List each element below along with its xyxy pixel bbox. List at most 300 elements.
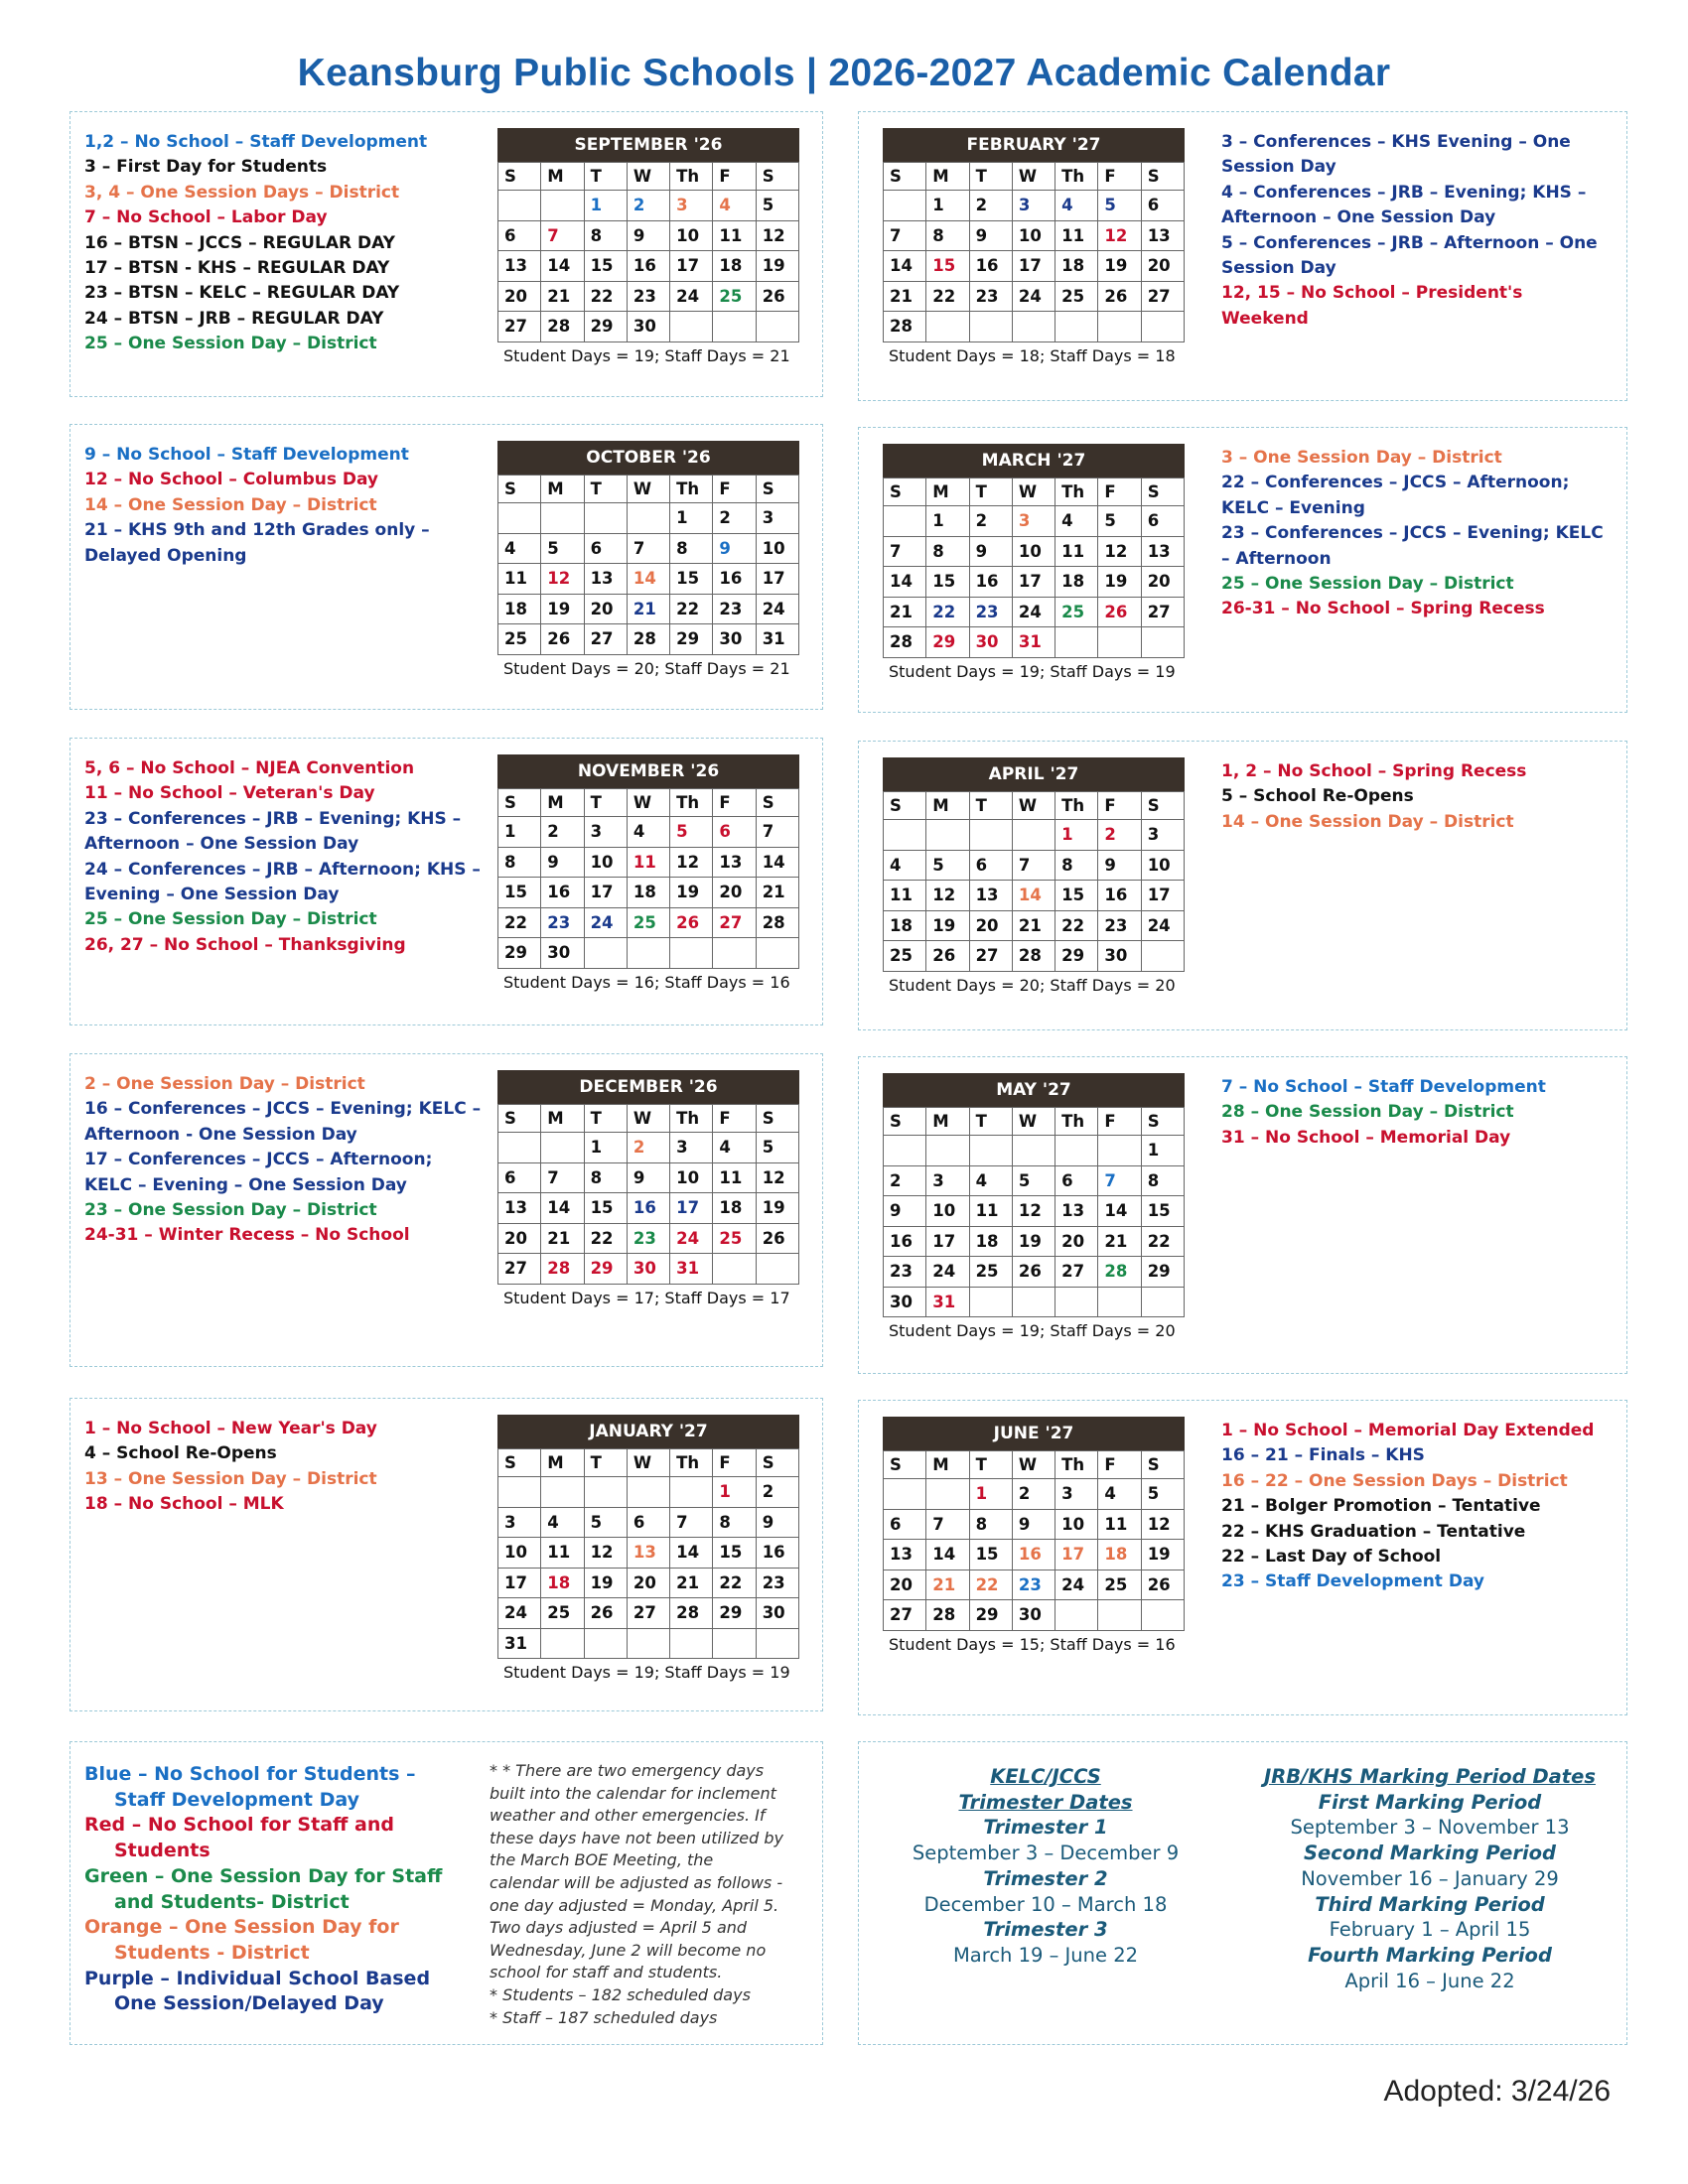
note-line: 16 – BTSN – JCCS – REGULAR DAY [84, 232, 395, 253]
day-cell: 17 [670, 251, 713, 282]
day-cell: 28 [541, 312, 584, 342]
day-cell: 15 [670, 564, 713, 595]
day-cell: 30 [627, 1254, 669, 1285]
day-cell: 1 [498, 817, 541, 848]
day-cell: 28 [627, 624, 669, 655]
weekday-header-row [498, 1105, 799, 1133]
day-cell [627, 1628, 669, 1659]
month-panel-may [858, 1056, 1627, 1374]
day-cell: 6 [1141, 191, 1184, 221]
day-cell: 4 [541, 1507, 584, 1538]
day-cell: 15 [926, 567, 969, 598]
day-cell: 17 [756, 564, 798, 595]
note-line: 11 – No School – Veteran's Day [84, 783, 375, 804]
day-cell: 22 [584, 281, 627, 312]
legend-line: Green – One Session Day for Staff [84, 1864, 443, 1887]
day-cell [713, 312, 756, 342]
day-cell: 28 [756, 907, 798, 938]
day-cell [670, 312, 713, 342]
week-row [498, 624, 799, 655]
day-cell: 24 [670, 1223, 713, 1254]
day-cell: 18 [884, 910, 926, 941]
day-cell: 31 [498, 1628, 541, 1659]
day-cell: 30 [627, 312, 669, 342]
day-cell: 20 [498, 281, 541, 312]
day-cell: 23 [627, 1223, 669, 1254]
legend-line: and Students- District [114, 1890, 350, 1913]
day-cell: 19 [1141, 1540, 1184, 1570]
emergency-note-line: * Staff – 187 scheduled days [490, 2007, 718, 2027]
week-row [498, 1254, 799, 1285]
weekday-header: S [756, 1449, 798, 1477]
weekday-header: W [1012, 792, 1055, 820]
month-title: DECEMBER '26 [497, 1070, 799, 1104]
legend-line: Blue – No School for Students – [84, 1763, 416, 1785]
day-cell: 12 [541, 564, 584, 595]
day-cell [884, 506, 926, 537]
day-cell: 2 [627, 1133, 669, 1163]
note-line: 25 – One Session Day – District [84, 909, 377, 930]
day-cell: 17 [1012, 567, 1055, 598]
day-cell: 15 [498, 878, 541, 908]
day-cell: 14 [541, 251, 584, 282]
calendar-grid [883, 1450, 1185, 1631]
day-cell: 24 [584, 907, 627, 938]
weekday-header: W [627, 1449, 669, 1477]
weekday-header-row [498, 1449, 799, 1477]
days-count-caption: Student Days = 19; Staff Days = 20 [889, 1321, 1176, 1340]
note-line: 31 – No School – Memorial Day [1221, 1127, 1511, 1148]
week-row [498, 312, 799, 342]
week-row [498, 1223, 799, 1254]
day-cell: 12 [584, 1538, 627, 1569]
month-title: SEPTEMBER '26 [497, 128, 799, 162]
day-cell: 15 [584, 1193, 627, 1224]
trimester-dates: December 10 – March 18 [923, 1892, 1168, 1916]
day-cell: 5 [1098, 506, 1141, 537]
day-cell: 21 [541, 1223, 584, 1254]
week-row [884, 1257, 1185, 1288]
emergency-note-line: Two days adjusted = April 5 and [490, 1918, 748, 1938]
weekday-header: W [1012, 1451, 1055, 1479]
weekday-header: F [1098, 163, 1141, 191]
day-cell [627, 1477, 669, 1508]
weekday-header: F [1098, 1108, 1141, 1136]
day-cell [541, 191, 584, 221]
day-cell: 22 [926, 597, 969, 627]
trimester-dates-heading: Trimester Dates [958, 1790, 1133, 1814]
weekday-header-row [498, 476, 799, 503]
marking-period-dates: November 16 – January 29 [1301, 1866, 1559, 1890]
day-cell [756, 1254, 798, 1285]
week-row [884, 1165, 1185, 1196]
day-cell: 14 [884, 567, 926, 598]
legend-line: Orange – One Session Day for [84, 1916, 399, 1939]
weekday-header: Th [670, 1105, 713, 1133]
weekday-header: W [1012, 1108, 1055, 1136]
month-notes [84, 756, 482, 958]
month-calendar [883, 1417, 1185, 1654]
month-panel-june [858, 1400, 1627, 1715]
day-cell: 13 [1141, 536, 1184, 567]
day-cell [627, 938, 669, 969]
note-line: 14 – One Session Day – District [84, 494, 377, 515]
day-cell: 26 [1098, 281, 1141, 312]
day-cell: 21 [670, 1568, 713, 1598]
week-row [884, 820, 1185, 851]
day-cell [969, 312, 1012, 342]
day-cell: 13 [1055, 1196, 1098, 1227]
day-cell: 7 [670, 1507, 713, 1538]
day-cell [884, 1479, 926, 1510]
day-cell: 10 [584, 847, 627, 878]
day-cell: 16 [627, 1193, 669, 1224]
day-cell: 10 [670, 220, 713, 251]
weekday-header: Th [1055, 792, 1098, 820]
day-cell [1141, 312, 1184, 342]
day-cell: 26 [1012, 1257, 1055, 1288]
day-cell: 24 [756, 594, 798, 624]
kelc-jccs-trimesters [877, 1764, 1214, 1969]
day-cell: 8 [969, 1509, 1012, 1540]
day-cell: 3 [584, 817, 627, 848]
day-cell: 10 [670, 1162, 713, 1193]
day-cell [969, 1136, 1012, 1166]
weekday-header: T [969, 478, 1012, 506]
month-title: JANUARY '27 [497, 1415, 799, 1448]
day-cell: 12 [926, 881, 969, 911]
day-cell: 28 [926, 1600, 969, 1631]
weekday-header: M [926, 163, 969, 191]
weekday-header: S [756, 789, 798, 817]
day-cell: 17 [1141, 881, 1184, 911]
month-notes [1221, 759, 1614, 835]
week-row [884, 1540, 1185, 1570]
day-cell: 8 [584, 220, 627, 251]
week-row [498, 251, 799, 282]
day-cell: 3 [1141, 820, 1184, 851]
day-cell [541, 1628, 584, 1659]
day-cell: 29 [498, 938, 541, 969]
week-row [884, 910, 1185, 941]
month-panel-march [858, 427, 1627, 713]
calendar-grid [883, 791, 1185, 972]
month-notes [84, 1417, 482, 1518]
day-cell: 9 [969, 220, 1012, 251]
weekday-header: T [969, 792, 1012, 820]
day-cell [926, 1479, 969, 1510]
day-cell: 30 [541, 938, 584, 969]
day-cell: 15 [1055, 881, 1098, 911]
day-cell: 10 [1055, 1509, 1098, 1540]
month-calendar [883, 1073, 1185, 1340]
day-cell: 4 [1098, 1479, 1141, 1510]
week-row [884, 567, 1185, 598]
day-cell: 8 [584, 1162, 627, 1193]
day-cell: 9 [1012, 1509, 1055, 1540]
day-cell: 1 [969, 1479, 1012, 1510]
day-cell: 21 [1098, 1226, 1141, 1257]
day-cell: 15 [713, 1538, 756, 1569]
day-cell [498, 1133, 541, 1163]
week-row [498, 281, 799, 312]
day-cell: 20 [884, 1570, 926, 1600]
trimester-dates: September 3 – December 9 [912, 1842, 1180, 1865]
day-cell: 6 [1055, 1165, 1098, 1196]
day-cell: 16 [969, 567, 1012, 598]
calendar-grid [497, 788, 799, 969]
day-cell: 22 [670, 594, 713, 624]
day-cell: 6 [498, 1162, 541, 1193]
day-cell [584, 1477, 627, 1508]
day-cell: 8 [926, 220, 969, 251]
day-cell: 3 [670, 191, 713, 221]
days-count-caption: Student Days = 18; Staff Days = 18 [889, 345, 1176, 365]
day-cell: 18 [627, 878, 669, 908]
marking-period-heading: JRB/KHS Marking Period Dates [1264, 1765, 1596, 1788]
day-cell: 22 [1055, 910, 1098, 941]
kelc-jccs-heading: KELC/JCCS [990, 1765, 1101, 1788]
day-cell [670, 938, 713, 969]
day-cell: 22 [1141, 1226, 1184, 1257]
day-cell: 14 [884, 251, 926, 282]
month-panel-october [70, 424, 823, 710]
day-cell: 26 [1141, 1570, 1184, 1600]
day-cell: 30 [969, 627, 1012, 658]
note-line: 26-31 – No School – Spring Recess [1221, 599, 1545, 619]
day-cell: 27 [713, 907, 756, 938]
day-cell: 21 [926, 1570, 969, 1600]
week-row [884, 312, 1185, 342]
day-cell: 10 [1141, 850, 1184, 881]
day-cell: 20 [1141, 567, 1184, 598]
weekday-header-row [498, 163, 799, 191]
month-notes [1221, 1075, 1614, 1151]
day-cell: 23 [969, 281, 1012, 312]
marking-period-label: Second Marking Period [1304, 1842, 1556, 1865]
week-row [498, 847, 799, 878]
day-cell: 5 [756, 191, 798, 221]
days-count-caption: Student Days = 17; Staff Days = 17 [503, 1288, 790, 1307]
day-cell: 26 [756, 281, 798, 312]
calendar-grid [883, 478, 1185, 658]
day-cell: 27 [627, 1598, 669, 1629]
day-cell: 30 [1098, 941, 1141, 972]
week-row [884, 251, 1185, 282]
week-row [884, 536, 1185, 567]
day-cell [1141, 1600, 1184, 1631]
day-cell: 2 [1012, 1479, 1055, 1510]
day-cell: 13 [1141, 220, 1184, 251]
note-line: 2 – One Session Day – District [84, 1074, 365, 1094]
day-cell: 10 [1012, 536, 1055, 567]
week-row [884, 191, 1185, 221]
day-cell: 16 [627, 251, 669, 282]
day-cell: 2 [541, 817, 584, 848]
month-panel-september [70, 111, 823, 397]
weekday-header: S [884, 163, 926, 191]
day-cell: 16 [1098, 881, 1141, 911]
week-row [498, 594, 799, 624]
day-cell: 29 [670, 624, 713, 655]
emergency-note-line: built into the calendar for inclement [490, 1783, 776, 1803]
day-cell: 12 [1012, 1196, 1055, 1227]
day-cell: 10 [498, 1538, 541, 1569]
note-line: 4 – School Re-Opens [84, 1443, 277, 1464]
day-cell: 9 [756, 1507, 798, 1538]
week-row [884, 1479, 1185, 1510]
day-cell: 10 [756, 533, 798, 564]
day-cell: 3 [1012, 191, 1055, 221]
day-cell: 6 [498, 220, 541, 251]
day-cell: 4 [1055, 506, 1098, 537]
day-cell: 3 [1012, 506, 1055, 537]
day-cell: 26 [756, 1223, 798, 1254]
note-line: 12, 15 – No School – President's Weekend [1221, 283, 1523, 329]
weekday-header: S [1141, 1108, 1184, 1136]
day-cell: 2 [969, 191, 1012, 221]
day-cell: 7 [1012, 850, 1055, 881]
day-cell: 28 [670, 1598, 713, 1629]
week-row [498, 1507, 799, 1538]
day-cell: 14 [756, 847, 798, 878]
calendar-grid [883, 162, 1185, 342]
day-cell: 26 [670, 907, 713, 938]
day-cell: 29 [926, 627, 969, 658]
day-cell: 28 [884, 627, 926, 658]
emergency-note-line: * Students – 182 scheduled days [490, 1984, 751, 2004]
day-cell: 13 [713, 847, 756, 878]
note-line: 28 – One Session Day – District [1221, 1102, 1514, 1123]
day-cell: 6 [713, 817, 756, 848]
weekday-header: T [584, 163, 627, 191]
weekday-header: F [713, 163, 756, 191]
day-cell: 19 [926, 910, 969, 941]
day-cell: 1 [1055, 820, 1098, 851]
weekday-header: S [498, 476, 541, 503]
marking-period-dates: September 3 – November 13 [1290, 1816, 1570, 1840]
day-cell: 11 [969, 1196, 1012, 1227]
week-row [498, 817, 799, 848]
marking-period-dates: February 1 – April 15 [1329, 1918, 1531, 1942]
day-cell: 25 [627, 907, 669, 938]
day-cell [926, 820, 969, 851]
day-cell [498, 191, 541, 221]
emergency-note-line: these days have not been utilized by [490, 1828, 783, 1847]
weekday-header: Th [670, 163, 713, 191]
week-row [884, 627, 1185, 658]
day-cell: 8 [1055, 850, 1098, 881]
day-cell: 18 [969, 1226, 1012, 1257]
note-line: 16 – Conferences – JCCS – Evening; KELC – Afternoon - One Session Day [84, 1099, 482, 1145]
note-line: 7 – No School – Labor Day [84, 207, 328, 228]
weekday-header: S [498, 1449, 541, 1477]
day-cell: 1 [584, 191, 627, 221]
note-line: 3 – Conferences – KHS Evening – One Session Day [1221, 132, 1571, 178]
day-cell: 29 [713, 1598, 756, 1629]
day-cell: 31 [1012, 627, 1055, 658]
note-line: 26, 27 – No School – Thanksgiving [84, 934, 406, 955]
day-cell: 11 [713, 1162, 756, 1193]
week-row [884, 1570, 1185, 1600]
day-cell: 19 [1098, 567, 1141, 598]
day-cell: 28 [1098, 1257, 1141, 1288]
day-cell: 24 [498, 1598, 541, 1629]
days-count-caption: Student Days = 19; Staff Days = 19 [889, 661, 1176, 681]
day-cell: 22 [498, 907, 541, 938]
weekday-header: S [498, 163, 541, 191]
day-cell: 24 [1055, 1570, 1098, 1600]
day-cell: 3 [756, 503, 798, 534]
month-title: NOVEMBER '26 [497, 754, 799, 788]
day-cell: 31 [756, 624, 798, 655]
day-cell: 9 [713, 533, 756, 564]
marking-periods-panel [858, 1741, 1627, 2045]
day-cell: 28 [541, 1254, 584, 1285]
note-line: 23 – One Session Day – District [84, 1200, 377, 1221]
day-cell [584, 938, 627, 969]
note-line: 5 – Conferences – JRB – Afternoon – One Session Day [1221, 232, 1598, 279]
weekday-header: S [498, 1105, 541, 1133]
day-cell: 11 [1055, 536, 1098, 567]
day-cell: 19 [541, 594, 584, 624]
day-cell [884, 191, 926, 221]
day-cell [1098, 312, 1141, 342]
day-cell [1012, 1136, 1055, 1166]
week-row [884, 506, 1185, 537]
weekday-header-row [884, 1451, 1185, 1479]
day-cell: 20 [969, 910, 1012, 941]
day-cell: 29 [1055, 941, 1098, 972]
weekday-header: M [541, 1105, 584, 1133]
day-cell: 10 [926, 1196, 969, 1227]
note-line: 24-31 – Winter Recess – No School [84, 1225, 410, 1246]
day-cell: 14 [627, 564, 669, 595]
day-cell: 19 [584, 1568, 627, 1598]
note-line: 3 – One Session Day – District [1221, 448, 1502, 468]
day-cell: 27 [1141, 281, 1184, 312]
marking-period-label: First Marking Period [1318, 1790, 1542, 1814]
day-cell: 8 [713, 1507, 756, 1538]
day-cell: 4 [498, 533, 541, 564]
day-cell [541, 1133, 584, 1163]
weekday-header: T [584, 1449, 627, 1477]
day-cell: 17 [670, 1193, 713, 1224]
day-cell: 21 [1012, 910, 1055, 941]
day-cell: 16 [541, 878, 584, 908]
weekday-header: S [756, 1105, 798, 1133]
weekday-header: S [884, 478, 926, 506]
weekday-header: Th [670, 476, 713, 503]
month-panel-january [70, 1398, 823, 1711]
week-row [884, 597, 1185, 627]
day-cell: 8 [1141, 1165, 1184, 1196]
day-cell: 13 [627, 1538, 669, 1569]
month-notes [84, 130, 482, 357]
day-cell [1055, 1136, 1098, 1166]
day-cell: 1 [926, 191, 969, 221]
day-cell [541, 1477, 584, 1508]
weekday-header: M [926, 1108, 969, 1136]
day-cell: 11 [1055, 220, 1098, 251]
day-cell [498, 1477, 541, 1508]
trimester-label: Trimester 1 [983, 1816, 1108, 1840]
day-cell: 20 [627, 1568, 669, 1598]
trimester-dates: March 19 – June 22 [952, 1943, 1139, 1967]
day-cell [1098, 1136, 1141, 1166]
day-cell: 21 [541, 281, 584, 312]
emergency-note-line: school for staff and students. [490, 1963, 723, 1982]
